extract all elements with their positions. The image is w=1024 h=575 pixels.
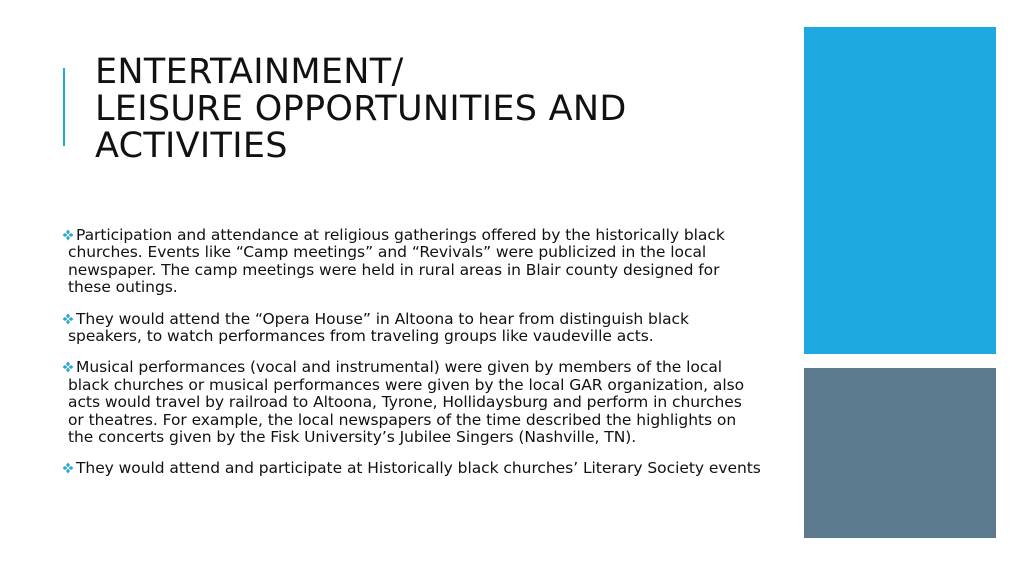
bullet-item (62, 227, 762, 297)
diamond-bullet-icon (62, 361, 74, 373)
slide-title (95, 54, 775, 165)
bullet-item (62, 359, 762, 446)
title-line: ACTIVITIES (95, 126, 288, 166)
bullet-item (62, 311, 762, 346)
bullet-text: They would attend and participate at Historically black churches’ Literary Society events (76, 459, 761, 478)
diamond-bullet-icon (62, 313, 74, 325)
diamond-bullet-icon (62, 229, 74, 241)
bullet-text: Musical performances (vocal and instrumental) were given by members of the local black churches or musical performances were given by the local GAR organization, also acts would travel by railroad to Altoona, Tyrone, Hollidaysburg and perform in churches or theatres. For example, the local newspapers of the time described the highlights on the concerts given by the Fisk University’s Jubilee Singers (Nashville, TN). (68, 358, 745, 447)
bullet-text: They would attend the “Opera House” in Altoona to hear from distinguish black speakers, to watch performances from traveling groups like vaudeville acts. (68, 309, 689, 346)
title-accent-bar (63, 68, 65, 146)
title-line: ENTERTAINMENT/ (95, 52, 404, 92)
title-line: LEISURE OPPORTUNITIES AND (95, 89, 627, 129)
decorative-blue-panel (804, 27, 996, 354)
decorative-slate-panel (804, 368, 996, 538)
bullet-text: Participation and attendance at religious gatherings offered by the historically black churches. Events like “Camp meetings” and “Revivals” were publicized in the local newspaper. The camp meetings were held in rural areas in Blair county designed for these outings. (68, 226, 725, 297)
bullet-item (62, 460, 762, 477)
bullet-list (62, 227, 762, 492)
diamond-bullet-icon (62, 462, 74, 474)
